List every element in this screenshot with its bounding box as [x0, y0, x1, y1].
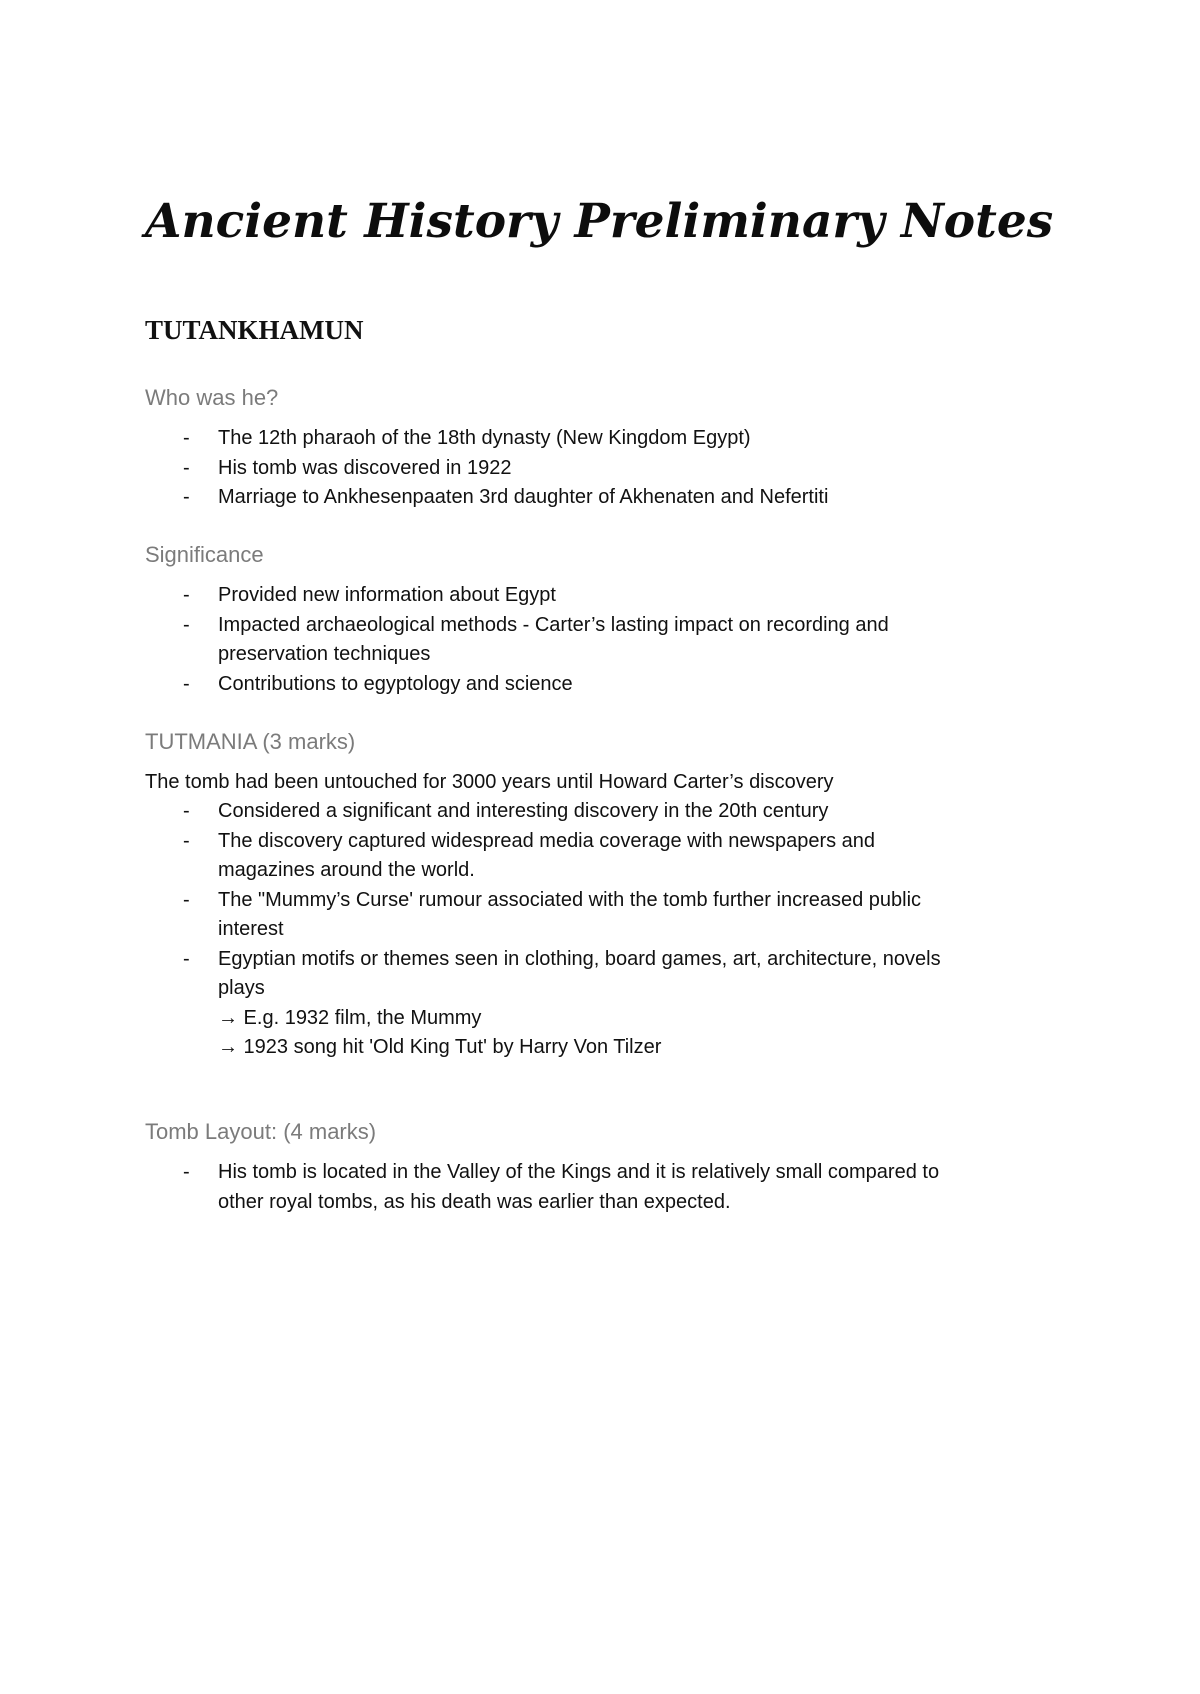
- list-item: [145, 670, 1045, 700]
- bullet-text: The 12th pharaoh of the 18th dynasty (New Kingdom Egypt): [218, 427, 751, 449]
- list-item: [145, 454, 1045, 484]
- bullet-text: His tomb was discovered in 1922: [218, 456, 512, 479]
- subheading-tomb-layout: Tomb Layout: (4 marks): [145, 1119, 377, 1144]
- bullet-dash: -: [183, 888, 190, 911]
- bullet-dash: -: [183, 613, 190, 636]
- bullet-dash: -: [183, 427, 190, 449]
- bullet-text-continued: preservation techniques: [218, 643, 431, 665]
- bullet-dash: -: [183, 456, 190, 479]
- subheading-who-was-he: Who was he?: [145, 385, 279, 410]
- bullet-dash: -: [183, 947, 190, 970]
- list-item: [145, 611, 1045, 670]
- bullet-text: Considered a significant and interesting discovery in the 20th century: [218, 800, 829, 822]
- bullet-list-tutmania: [145, 797, 1045, 1063]
- bullet-text-continued: plays: [218, 977, 265, 999]
- bullet-list-significance: [145, 581, 1045, 699]
- section-heading: TUTANKHAMUN: [145, 315, 364, 345]
- bullet-list-who-was-he: [145, 424, 1045, 513]
- document-title: Ancient History Preliminary Notes: [145, 194, 1054, 249]
- subheading-tutmania: TUTMANIA (3 marks): [145, 729, 356, 754]
- list-item: [145, 1158, 1045, 1217]
- example-line: → 1923 song hit 'Old King Tut' by Harry Von Tilzer: [218, 1036, 662, 1058]
- bullet-dash: -: [183, 486, 190, 508]
- list-item: [145, 827, 1045, 886]
- bullet-dash: -: [183, 1161, 190, 1183]
- bullet-text: Provided new information about Egypt: [218, 584, 556, 606]
- bullet-text-continued: interest: [218, 918, 284, 940]
- bullet-list-tomb-layout: [145, 1158, 1045, 1217]
- bullet-text-continued: other royal tombs, as his death was earlier than expected.: [218, 1190, 731, 1213]
- subheading-significance: Significance: [145, 542, 264, 567]
- bullet-text: His tomb is located in the Valley of the Kings and it is relatively small compared to: [218, 1161, 940, 1183]
- list-item: [145, 581, 1045, 611]
- list-item: [145, 797, 1045, 827]
- bullet-dash: -: [183, 672, 190, 695]
- bullet-text: Contributions to egyptology and science: [218, 672, 573, 695]
- list-item: [145, 424, 1045, 454]
- bullet-text: Impacted archaeological methods - Carter’s lasting impact on recording and: [218, 613, 889, 636]
- bullet-text: The "Mummy’s Curse' rumour associated with the tomb further increased public: [218, 888, 922, 911]
- bullet-dash: -: [183, 584, 190, 606]
- list-item: [145, 483, 1045, 513]
- bullet-text-continued: magazines around the world.: [218, 859, 475, 881]
- bullet-dash: -: [183, 829, 190, 852]
- bullet-text: The discovery captured widespread media coverage with newspapers and: [218, 829, 876, 852]
- bullet-text: Marriage to Ankhesenpaaten 3rd daughter of Akhenaten and Nefertiti: [218, 486, 829, 508]
- example-line: → E.g. 1932 film, the Mummy: [218, 1006, 482, 1029]
- tutmania-intro: The tomb had been untouched for 3000 years until Howard Carter’s discovery: [145, 771, 834, 793]
- list-item: [145, 945, 1045, 1063]
- bullet-text: Egyptian motifs or themes seen in clothing, board games, art, architecture, novels: [218, 947, 941, 970]
- bullet-dash: -: [183, 800, 190, 822]
- list-item: [145, 886, 1045, 945]
